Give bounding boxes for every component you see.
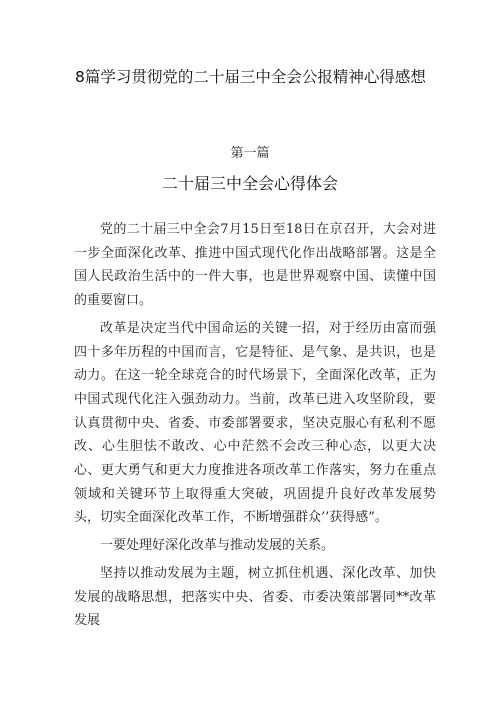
part-label: 第一篇 [230,146,270,161]
article-body [74,218,436,637]
paragraph: 改革是决定当代中国命运的关键一招，对于经历由富而强四十多年历程的中国而言，它是特征、是气象、是共识，也是动力。在这一轮全球竞合的时代场景下，全面深化改革，正为中国式现代化注入强劲动力。当前，改革已进入攻坚阶段，要认真贯彻中央、省委、市委部署要求，坚决克服心有私利不愿改、心生胆怯不敢改、心中茫然不会改三种心态，以更大决心、更大勇气和更大力度推进各项改革工作落实，努力在重点领域和关键环节上取得重大突破，巩固提升良好改革发展势头，切实全面深化改革工作，不断增强群众’’获得感”。 [74,320,436,526]
article-title: 二十届三中全会心得体会 [161,174,338,193]
paragraph: 一要处理好深化改革与推动发展的关系。 [100,538,335,554]
paragraph: 坚持以推动发展为主题，树立抓住机遇、深化改革、加快发展的战略思想，把落实中央、省委、市委决策部署同**改革发展 [74,565,436,629]
paragraph: 党的二十届三中全会7月15日至18日在京召开，大会对进一步全面深化改革、推进中国式现代化作出战略部署。这是全国人民政治生活中的一件大事，也是世界观察中国、读懂中国的重要窗口。 [74,222,436,309]
document-title: 8篇学习贯彻党的二十届三中全会公报精神心得感想 [75,68,426,86]
